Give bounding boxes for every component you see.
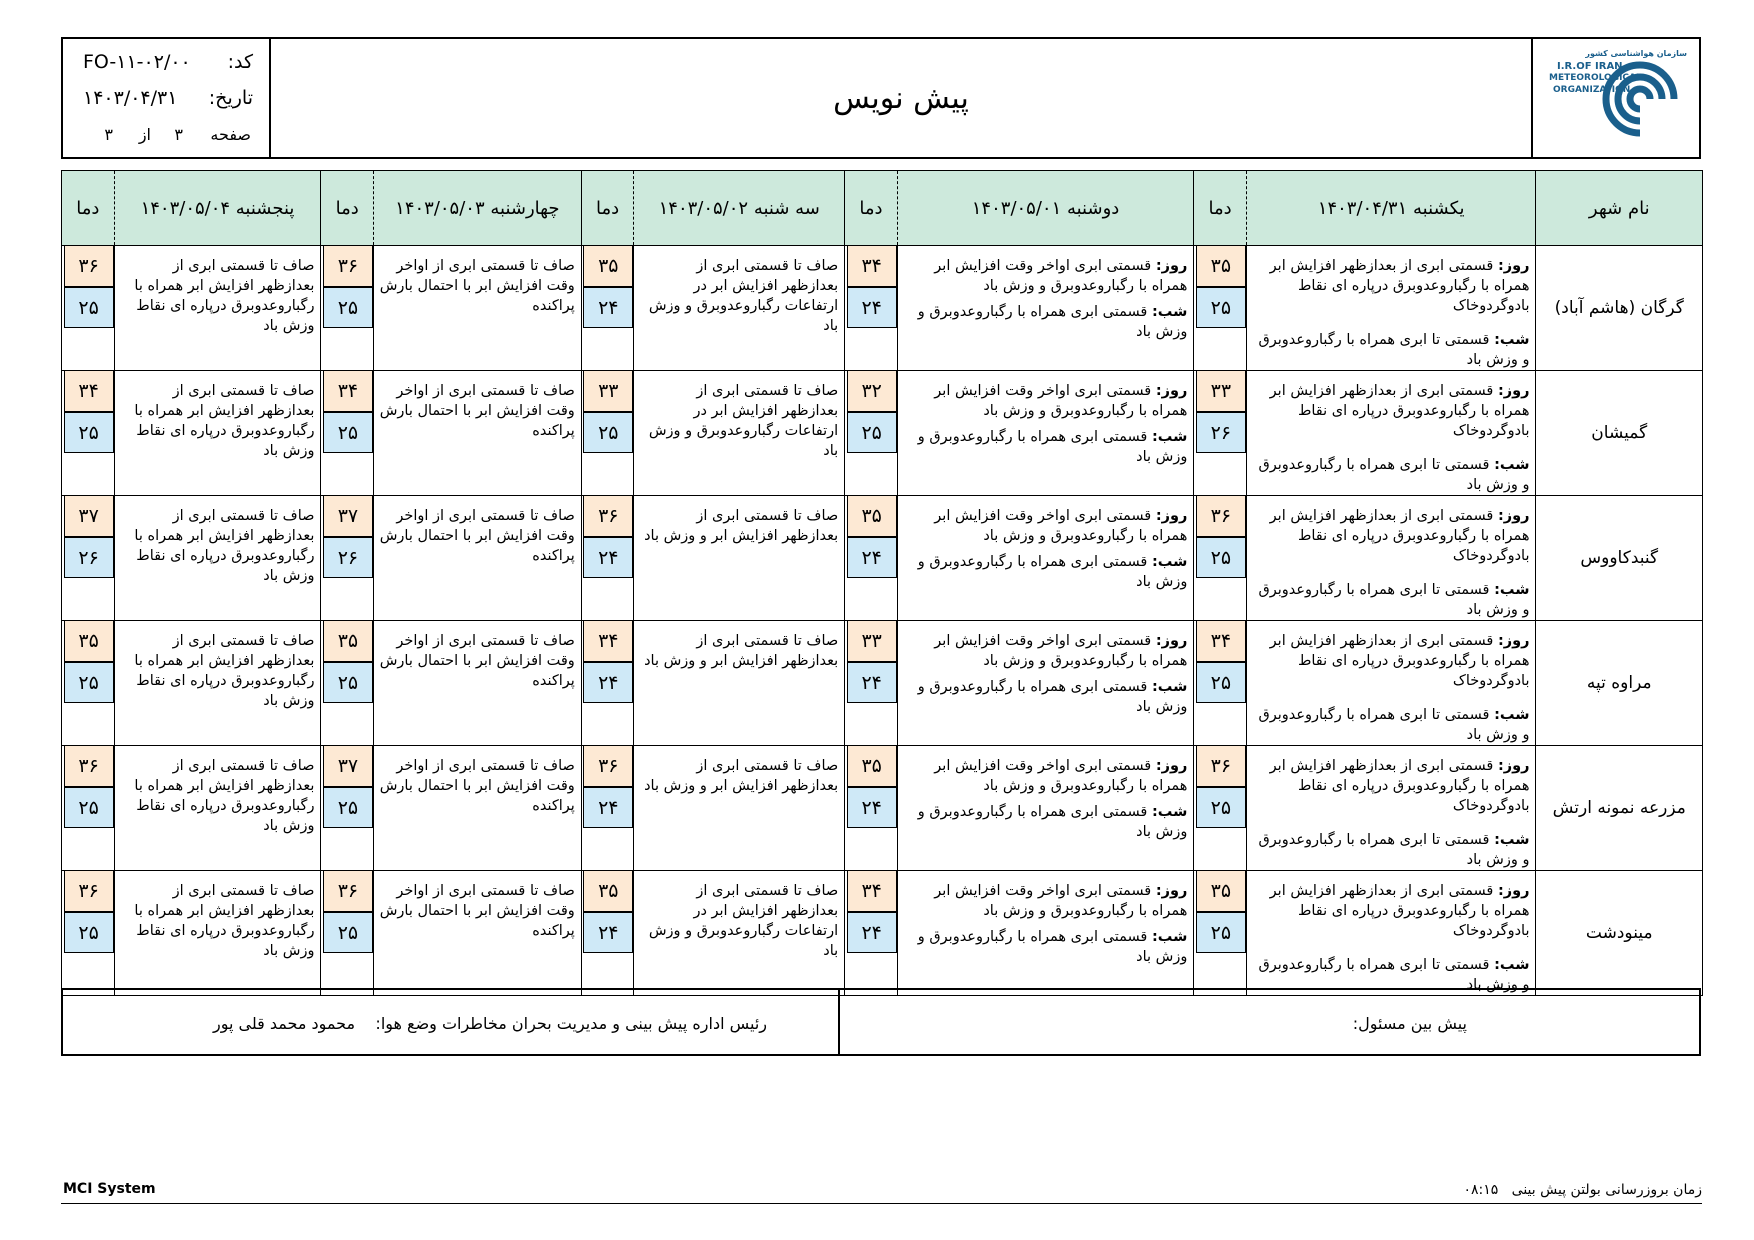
table-row	[62, 746, 1703, 871]
temp-cell-5	[62, 371, 115, 496]
min-temp: ۲۶	[64, 537, 114, 578]
max-temp: ۳۵	[64, 621, 114, 662]
max-temp: ۳۴	[847, 246, 897, 287]
min-temp: ۲۵	[323, 287, 373, 328]
day-header-1: یکشنبه ۱۴۰۳/۰۴/۳۱	[1246, 171, 1536, 246]
max-temp: ۳۶	[1196, 496, 1246, 537]
document-header	[61, 37, 1701, 159]
temp-cell-2	[845, 496, 897, 621]
logo-text-fa: سازمان هواشناسی کشور	[1585, 49, 1687, 58]
night-forecast: شب: قسمتی ابری همراه با رگباروعدوبرق و وزش باد	[917, 429, 1188, 465]
night-forecast: شب: قسمتی ابری همراه با رگباروعدوبرق و وزش باد	[917, 929, 1188, 965]
max-temp: ۳۶	[1196, 746, 1246, 787]
forecaster-label: پیش بین مسئول:	[1352, 1014, 1467, 1033]
forecast-day-1	[1246, 871, 1536, 996]
forecast-day-2	[897, 246, 1194, 371]
max-temp: ۳۶	[323, 246, 373, 287]
logo-text-2: METEOROLOGICAL	[1549, 73, 1642, 83]
temp-cell-2	[845, 871, 897, 996]
max-temp: ۳۵	[847, 496, 897, 537]
temp-cell-3	[581, 871, 633, 996]
temp-cell-2	[845, 621, 897, 746]
night-forecast: شب: قسمتی ابری همراه با رگباروعدوبرق و وزش باد	[917, 304, 1188, 340]
night-forecast: شب: قسمتی تا ابری همراه با رگباروعدوبرق و وزش باد	[1258, 832, 1530, 868]
night-forecast: شب: قسمتی تا ابری همراه با رگباروعدوبرق و وزش باد	[1258, 957, 1530, 993]
temp-cell-3	[581, 621, 633, 746]
max-temp: ۳۲	[847, 371, 897, 412]
min-temp: ۲۵	[323, 412, 373, 453]
page-total: ۳	[104, 125, 113, 144]
forecast-day-3: صاف تا قسمتی ابری از بعدازظهر افزایش ابر و وزش باد	[634, 621, 845, 746]
update-time	[1464, 1182, 1703, 1198]
max-temp: ۳۶	[64, 246, 114, 287]
meta-cell	[63, 39, 271, 157]
table-row	[62, 246, 1703, 371]
day-forecast: روز: قسمتی ابری اواخر وقت افزایش ابر همراه با رگباروعدوبرق و وزش باد	[934, 883, 1188, 919]
day-header-3: سه شنبه ۱۴۰۳/۰۵/۰۲	[634, 171, 845, 246]
max-temp: ۳۴	[64, 371, 114, 412]
min-temp: ۲۴	[847, 662, 897, 703]
temp-cell-2	[845, 246, 897, 371]
meteorological-logo-icon	[1595, 59, 1685, 139]
min-temp: ۲۵	[64, 287, 114, 328]
forecast-day-4: صاف تا قسمتی ابری از اواخر وقت افزایش ابر با احتمال بارش پراکنده	[373, 746, 581, 871]
forecast-day-5: صاف تا قسمتی ابری از بعدازظهر افزایش ابر همراه با رگباروعدوبرق درپاره ای نقاط وزش باد	[114, 246, 321, 371]
city-name: گنبدکاووس	[1536, 496, 1703, 621]
max-temp: ۳۶	[323, 871, 373, 912]
night-forecast: شب: قسمتی تا ابری همراه با رگباروعدوبرق و وزش باد	[1258, 707, 1530, 743]
min-temp: ۲۵	[64, 662, 114, 703]
forecast-day-5: صاف تا قسمتی ابری از بعدازظهر افزایش ابر همراه با رگباروعدوبرق درپاره ای نقاط وزش باد	[114, 871, 321, 996]
min-temp: ۲۵	[1196, 537, 1246, 578]
update-value: ۰۸:۱۵	[1463, 1182, 1499, 1198]
min-temp: ۲۵	[64, 912, 114, 953]
max-temp: ۳۴	[323, 371, 373, 412]
min-temp: ۲۴	[847, 287, 897, 328]
day-forecast: روز: قسمتی ابری از بعدازظهر افزایش ابر همراه با رگباروعدوبرق درپاره ای نقاط بادوگردوخاک	[1269, 383, 1530, 439]
forecast-day-3: صاف تا قسمتی ابری از بعدازظهر افزایش ابر در ارتفاعات رگباروعدوبرق و وزش باد	[634, 371, 845, 496]
min-temp: ۲۴	[847, 537, 897, 578]
min-temp: ۲۵	[323, 787, 373, 828]
table-header-row	[62, 171, 1703, 246]
signature-box	[61, 988, 1701, 1056]
forecast-day-4: صاف تا قسمتی ابری از اواخر وقت افزایش ابر با احتمال بارش پراکنده	[373, 871, 581, 996]
temp-cell-3	[581, 371, 633, 496]
min-temp: ۲۴	[847, 912, 897, 953]
update-label: زمان بروزرسانی بولتن پیش بینی	[1511, 1182, 1702, 1198]
day-forecast: روز: قسمتی ابری اواخر وقت افزایش ابر همراه با رگباروعدوبرق و وزش باد	[934, 758, 1188, 794]
forecast-day-5: صاف تا قسمتی ابری از بعدازظهر افزایش ابر همراه با رگباروعدوبرق درپاره ای نقاط وزش باد	[114, 496, 321, 621]
temp-cell-4	[321, 746, 373, 871]
forecast-day-2	[897, 496, 1194, 621]
night-forecast: شب: قسمتی تا ابری همراه با رگباروعدوبرق و وزش باد	[1258, 332, 1530, 368]
night-forecast: شب: قسمتی تا ابری همراه با رگباروعدوبرق و وزش باد	[1258, 582, 1530, 618]
city-name: مراوه تپه	[1536, 621, 1703, 746]
max-temp: ۳۴	[1196, 621, 1246, 662]
day-forecast: روز: قسمتی ابری از بعدازظهر افزایش ابر همراه با رگباروعدوبرق درپاره ای نقاط بادوگردوخاک	[1269, 508, 1530, 564]
min-temp: ۲۵	[64, 787, 114, 828]
temp-cell-4	[321, 246, 373, 371]
max-temp: ۳۴	[583, 621, 633, 662]
footer-rule	[61, 1203, 1702, 1204]
max-temp: ۳۶	[64, 746, 114, 787]
temp-cell-1	[1194, 621, 1246, 746]
signature-divider	[838, 990, 840, 1054]
max-temp: ۳۳	[1196, 371, 1246, 412]
max-temp: ۳۵	[1196, 246, 1246, 287]
temp-cell-4	[321, 496, 373, 621]
page-label: صفحه	[210, 125, 251, 144]
temp-cell-5	[62, 621, 115, 746]
temp-cell-1	[1194, 496, 1246, 621]
temp-header-3: دما	[581, 171, 633, 246]
head-name: محمود محمد قلی پور	[213, 1014, 356, 1033]
night-forecast: شب: قسمتی تا ابری همراه با رگباروعدوبرق و وزش باد	[1258, 457, 1530, 493]
temp-header-5: دما	[62, 171, 115, 246]
forecast-day-2	[897, 746, 1194, 871]
day-forecast: روز: قسمتی ابری اواخر وقت افزایش ابر همراه با رگباروعدوبرق و وزش باد	[934, 508, 1188, 544]
min-temp: ۲۶	[323, 537, 373, 578]
night-forecast: شب: قسمتی ابری همراه با رگباروعدوبرق و وزش باد	[917, 804, 1188, 840]
day-forecast: روز: قسمتی ابری از بعدازظهر افزایش ابر همراه با رگباروعدوبرق درپاره ای نقاط بادوگردوخاک	[1269, 883, 1530, 939]
max-temp: ۳۳	[847, 621, 897, 662]
forecast-day-1	[1246, 496, 1536, 621]
temp-cell-1	[1194, 246, 1246, 371]
temp-cell-4	[321, 621, 373, 746]
forecast-day-3: صاف تا قسمتی ابری از بعدازظهر افزایش ابر و وزش باد	[634, 746, 845, 871]
max-temp: ۳۵	[583, 871, 633, 912]
temp-cell-2	[845, 746, 897, 871]
min-temp: ۲۴	[583, 537, 633, 578]
day-forecast: روز: قسمتی ابری از بعدازظهر افزایش ابر همراه با رگباروعدوبرق درپاره ای نقاط بادوگردوخاک	[1269, 633, 1530, 689]
logo-cell	[1531, 39, 1699, 157]
min-temp: ۲۵	[323, 912, 373, 953]
forecast-day-4: صاف تا قسمتی ابری از اواخر وقت افزایش ابر با احتمال بارش پراکنده	[373, 371, 581, 496]
temp-cell-5	[62, 871, 115, 996]
max-temp: ۳۵	[847, 746, 897, 787]
forecast-day-5: صاف تا قسمتی ابری از بعدازظهر افزایش ابر همراه با رگباروعدوبرق درپاره ای نقاط وزش باد	[114, 371, 321, 496]
min-temp: ۲۵	[64, 412, 114, 453]
code-value: FO-۱۱-۰۲/۰۰	[83, 51, 191, 73]
night-forecast: شب: قسمتی ابری همراه با رگباروعدوبرق و وزش باد	[917, 679, 1188, 715]
temp-header-1: دما	[1194, 171, 1246, 246]
head-label: رئیس اداره پیش بینی و مدیریت بحران مخاطرات وضع هوا:	[375, 1014, 768, 1033]
day-header-4: چهارشنبه ۱۴۰۳/۰۵/۰۳	[373, 171, 581, 246]
night-forecast: شب: قسمتی ابری همراه با رگباروعدوبرق و وزش باد	[917, 554, 1188, 590]
min-temp: ۲۴	[583, 787, 633, 828]
temp-cell-3	[581, 246, 633, 371]
forecast-day-3: صاف تا قسمتی ابری از بعدازظهر افزایش ابر در ارتفاعات رگباروعدوبرق و وزش باد	[634, 246, 845, 371]
city-name: مزرعه نمونه ارتش	[1536, 746, 1703, 871]
temp-cell-4	[321, 871, 373, 996]
max-temp: ۳۷	[64, 496, 114, 537]
table-row	[62, 871, 1703, 996]
table-row	[62, 371, 1703, 496]
forecast-table-body	[62, 246, 1703, 996]
min-temp: ۲۵	[1196, 787, 1246, 828]
min-temp: ۲۵	[1196, 662, 1246, 703]
forecast-day-4: صاف تا قسمتی ابری از اواخر وقت افزایش ابر با احتمال بارش پراکنده	[373, 621, 581, 746]
forecast-day-3: صاف تا قسمتی ابری از بعدازظهر افزایش ابر در ارتفاعات رگباروعدوبرق و وزش باد	[634, 871, 845, 996]
forecast-day-1	[1246, 246, 1536, 371]
day-header-5: پنجشنبه ۱۴۰۳/۰۵/۰۴	[114, 171, 321, 246]
forecast-table	[61, 170, 1703, 996]
max-temp: ۳۳	[583, 371, 633, 412]
temp-cell-1	[1194, 871, 1246, 996]
forecast-day-4: صاف تا قسمتی ابری از اواخر وقت افزایش ابر با احتمال بارش پراکنده	[373, 246, 581, 371]
forecast-day-1	[1246, 371, 1536, 496]
forecast-day-1	[1246, 621, 1536, 746]
max-temp: ۳۷	[323, 746, 373, 787]
system-name: MCI System	[63, 1181, 156, 1197]
logo-text-3: ORGANIZATION	[1553, 85, 1631, 95]
page-of: از	[138, 125, 151, 144]
temp-cell-3	[581, 746, 633, 871]
code-label: کد:	[227, 51, 253, 73]
temp-cell-2	[845, 371, 897, 496]
date-value: ۱۴۰۳/۰۴/۳۱	[83, 87, 178, 109]
forecast-day-2	[897, 371, 1194, 496]
max-temp: ۳۵	[583, 246, 633, 287]
city-name: گمیشان	[1536, 371, 1703, 496]
max-temp: ۳۶	[583, 496, 633, 537]
forecast-day-2	[897, 621, 1194, 746]
day-forecast: روز: قسمتی ابری از بعدازظهر افزایش ابر همراه با رگباروعدوبرق درپاره ای نقاط بادوگردوخاک	[1269, 258, 1530, 314]
temp-cell-5	[62, 246, 115, 371]
temp-cell-3	[581, 496, 633, 621]
table-row	[62, 621, 1703, 746]
temp-header-2: دما	[845, 171, 897, 246]
forecast-day-2	[897, 871, 1194, 996]
temp-header-4: دما	[321, 171, 373, 246]
min-temp: ۲۵	[1196, 287, 1246, 328]
min-temp: ۲۴	[583, 662, 633, 703]
forecast-day-3: صاف تا قسمتی ابری از بعدازظهر افزایش ابر و وزش باد	[634, 496, 845, 621]
min-temp: ۲۵	[323, 662, 373, 703]
day-header-2: دوشنبه ۱۴۰۳/۰۵/۰۱	[897, 171, 1194, 246]
city-column-header: نام شهر	[1536, 171, 1703, 246]
day-forecast: روز: قسمتی ابری اواخر وقت افزایش ابر همراه با رگباروعدوبرق و وزش باد	[934, 633, 1188, 669]
day-forecast: روز: قسمتی ابری از بعدازظهر افزایش ابر همراه با رگباروعدوبرق درپاره ای نقاط بادوگردوخاک	[1269, 758, 1530, 814]
department-head	[213, 1014, 767, 1033]
max-temp: ۳۷	[323, 496, 373, 537]
table-row	[62, 496, 1703, 621]
min-temp: ۲۵	[583, 412, 633, 453]
max-temp: ۳۶	[64, 871, 114, 912]
forecast-day-1	[1246, 746, 1536, 871]
min-temp: ۲۶	[1196, 412, 1246, 453]
min-temp: ۲۵	[1196, 912, 1246, 953]
max-temp: ۳۵	[1196, 871, 1246, 912]
temp-cell-5	[62, 496, 115, 621]
day-forecast: روز: قسمتی ابری اواخر وقت افزایش ابر همراه با رگباروعدوبرق و وزش باد	[934, 258, 1188, 294]
page-num: ۳	[174, 125, 183, 144]
temp-cell-5	[62, 746, 115, 871]
document-title: پیش نویس	[833, 80, 969, 116]
temp-cell-1	[1194, 746, 1246, 871]
max-temp: ۳۶	[583, 746, 633, 787]
city-name: مینودشت	[1536, 871, 1703, 996]
min-temp: ۲۴	[583, 287, 633, 328]
max-temp: ۳۵	[323, 621, 373, 662]
day-forecast: روز: قسمتی ابری اواخر وقت افزایش ابر همراه با رگباروعدوبرق و وزش باد	[934, 383, 1188, 419]
logo-text-1: I.R.OF IRAN	[1557, 61, 1623, 72]
city-name: گرگان (هاشم آباد)	[1536, 246, 1703, 371]
forecast-day-5: صاف تا قسمتی ابری از بعدازظهر افزایش ابر همراه با رگباروعدوبرق درپاره ای نقاط وزش باد	[114, 746, 321, 871]
min-temp: ۲۵	[847, 412, 897, 453]
date-label: تاریخ:	[208, 87, 253, 109]
forecast-day-4: صاف تا قسمتی ابری از اواخر وقت افزایش ابر با احتمال بارش پراکنده	[373, 496, 581, 621]
temp-cell-1	[1194, 371, 1246, 496]
min-temp: ۲۴	[847, 787, 897, 828]
min-temp: ۲۴	[583, 912, 633, 953]
temp-cell-4	[321, 371, 373, 496]
max-temp: ۳۴	[847, 871, 897, 912]
forecast-day-5: صاف تا قسمتی ابری از بعدازظهر افزایش ابر همراه با رگباروعدوبرق درپاره ای نقاط وزش باد	[114, 621, 321, 746]
